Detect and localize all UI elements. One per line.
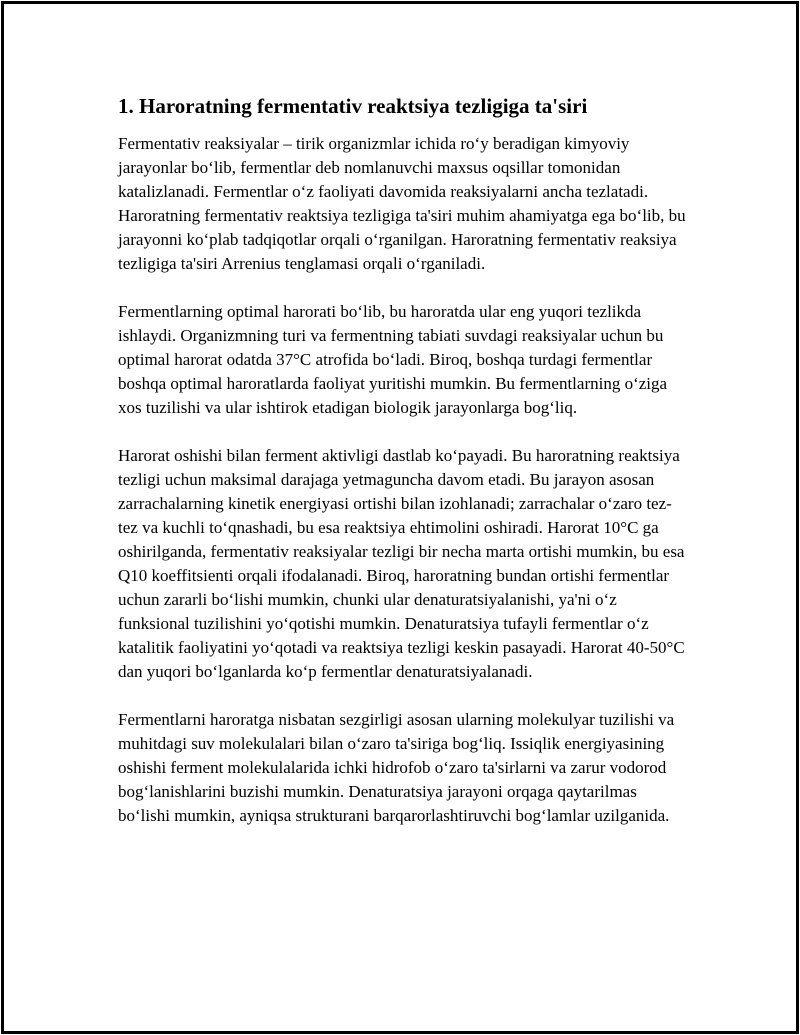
paragraph-4: Fermentlarni haroratga nisbatan sezgirligi asosan ularning molekulyar tuzilishi va muhitdagi suv molekulalari bilan o‘zaro ta'siriga bog‘liq. Issiqlik energiyasining oshishi ferment molekulalarida ichki hidrofob o‘zaro ta'sirlarni va zarur vodorod bog‘lanishlarini buzishi mumkin. Denaturatsiya jarayoni orqaga qaytarilmas bo‘lishi mumkin, ayniqsa strukturani barqarorlashtiruvchi bog‘lamlar uzilganida. bbox=[118, 710, 675, 825]
paragraph-3: Harorat oshishi bilan ferment aktivligi dastlab ko‘payadi. Bu haroratning reaktsiya tezligi uchun maksimal darajaga yetmaguncha davom etadi. Bu jarayon asosan zarrachalarning kinetik energiyasi ortishi bilan izohlanadi; zarrachalar o‘zaro tez-tez va kuchli to‘qnashadi, bu esa reaktsiya ehtimolini oshiradi. Harorat 10°C ga oshirilganda, fermentativ reaksiyalar tezligi bir necha marta ortishi mumkin, bu esa Q10 koeffitsienti orqali ifodalanadi. Biroq, haroratning bundan ortishi fermentlar uchun zararli bo‘lishi mumkin, chunki ular denaturatsiyalanishi, ya'ni o‘z funksional tuzilishini yo‘qotishi mumkin. Denaturatsiya tufayli fermentlar o‘z katalitik faoliyatini yo‘qotadi va reaktsiya tezligi keskin pasayadi. Harorat 40-50°C dan yuqori bo‘lganlarda ko‘p fermentlar denaturatsiyalanadi. bbox=[118, 446, 685, 681]
paragraph-1: Fermentativ reaksiyalar – tirik organizmlar ichida ro‘y beradigan kimyoviy jarayonlar bo‘lib, fermentlar deb nomlanuvchi maxsus oqsillar tomonidan katalizlanadi. Fermentlar o‘z faoliyati davomida reaksiyalarni ancha tezlatadi. Haroratning fermentativ reaktsiya tezligiga ta'siri muhim ahamiyatga ega bo‘lib, bu jarayonni ko‘plab tadqiqotlar orqali o‘rganilgan. Haroratning fermentativ reaksiya tezligiga ta'siri Arrenius tenglamasi orqali o‘rganiladi. bbox=[118, 134, 686, 273]
paragraph-2: Fermentlarning optimal harorati bo‘lib, bu haroratda ular eng yuqori tezlikda ishlaydi. Organizmning turi va fermentning tabiati suvdagi reaksiyalar uchun bu optimal harorat odatda 37°C atrofida bo‘ladi. Biroq, boshqa turdagi fermentlar boshqa optimal haroratlarda faoliyat yuritishi mumkin. Bu fermentlarning o‘ziga xos tuzilishi va ular ishtirok etadigan biologik jarayonlarga bog‘liq. bbox=[118, 302, 668, 417]
document-body bbox=[118, 92, 690, 852]
section-heading: 1. Haroratning fermentativ reaktsiya tezligiga ta'siri bbox=[118, 94, 588, 118]
